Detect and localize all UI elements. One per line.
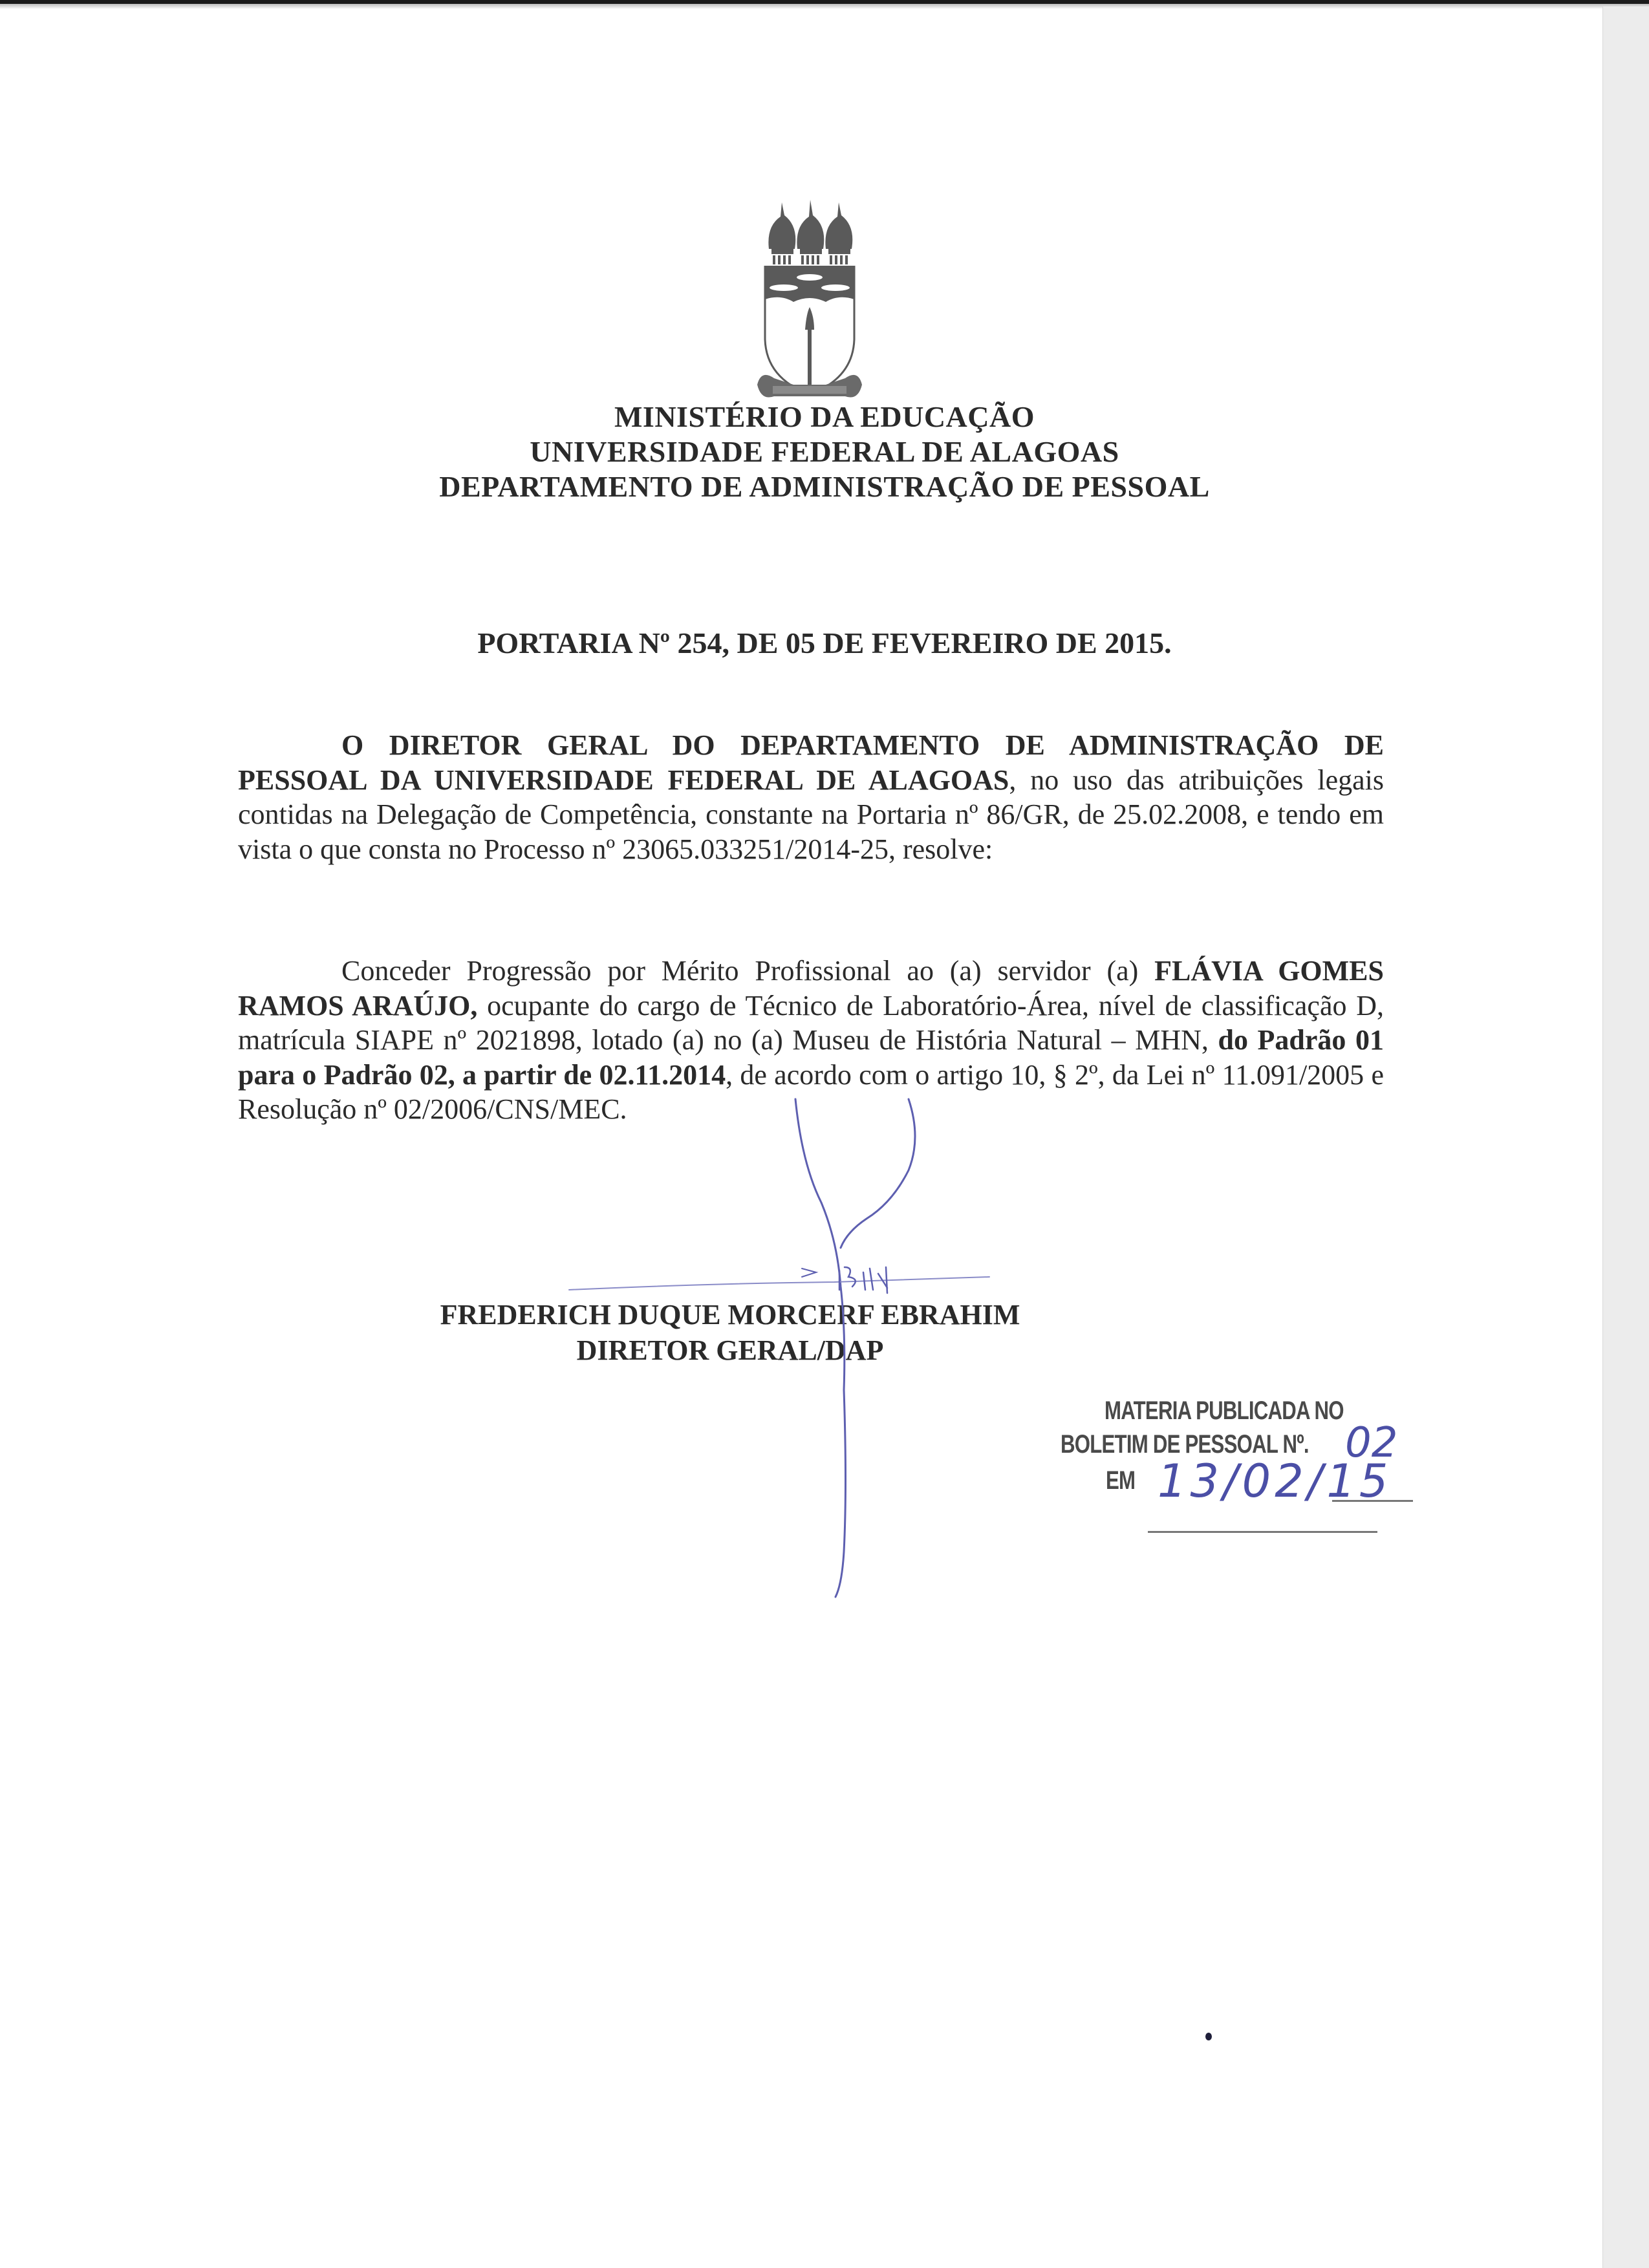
stamp-line-2: BOLETIM DE PESSOAL Nº. xyxy=(1061,1430,1309,1459)
resolution-text-1: Conceder Progressão por Mérito Profissional ao (a) servidor (a) xyxy=(341,955,1155,987)
preamble-bold: O DIRETOR GERAL DO DEPARTAMENTO DE ADMINISTRAÇÃO DE PESSOAL DA UNIVERSIDADE FEDERAL DE ALAGOAS xyxy=(238,729,1384,796)
progression-detail: do Padrão 01 para o Padrão 02, a partir de 02.11.2014 xyxy=(238,1024,1384,1091)
scan-right-edge xyxy=(1602,6,1649,2268)
stamp-date-underline xyxy=(1148,1531,1377,1533)
signature-underline xyxy=(569,1277,989,1290)
initials-stroke xyxy=(839,1267,887,1293)
stamp-line-3: EM xyxy=(1106,1466,1136,1495)
preamble-paragraph xyxy=(238,728,1384,866)
signature-arrow xyxy=(802,1268,816,1277)
resolution-text-3: , de acordo com o artigo 10, § 2º, da Lei nº 11.091/2005 e Resolução nº 02/2006/CNS/MEC. xyxy=(238,1058,1384,1125)
department-name: DEPARTAMENTO DE ADMINISTRAÇÃO DE PESSOAL xyxy=(439,470,1210,503)
signatory-title: DIRETOR GERAL/DAP xyxy=(576,1334,884,1366)
scan-speck xyxy=(1205,2033,1212,2040)
ministry-name: MINISTÉRIO DA EDUCAÇÃO xyxy=(614,400,1035,433)
stamp-line-1: MATERIA PUBLICADA NO xyxy=(1105,1396,1344,1425)
resolution-text-2: ocupante do cargo de Técnico de Laboratório-Área, nível de classificação D, matrícula SIAPE nº 2021898, lotado (a) no (a) Museu de História Natural – MHN, xyxy=(238,989,1384,1056)
document-header xyxy=(0,400,1649,504)
portaria-title: PORTARIA Nº 254, DE 05 DE FEVEREIRO DE 2015. xyxy=(477,626,1172,659)
handwritten-bulletin-number: 02 xyxy=(1345,1419,1398,1467)
scan-top-shadow xyxy=(0,4,1649,9)
publication-stamp xyxy=(1061,1390,1449,1526)
handwritten-publication-date: 13/02/15 xyxy=(1158,1455,1392,1508)
ufal-coat-of-arms-icon xyxy=(755,191,865,404)
resolution-paragraph xyxy=(238,954,1384,1127)
servant-name: FLÁVIA GOMES RAMOS ARAÚJO, xyxy=(238,955,1384,1022)
signatory-name: FREDERICH DUQUE MORCERF EBRAHIM xyxy=(440,1299,1020,1331)
university-name: UNIVERSIDADE FEDERAL DE ALAGOAS xyxy=(530,435,1119,468)
preamble-text: , no uso das atribuições legais contidas na Delegação de Competência, constante na Portaria nº 86/GR, de 25.02.2008, e tendo em vista o que consta no Processo nº 23065.033251/2014-25, resolve: xyxy=(238,764,1384,865)
